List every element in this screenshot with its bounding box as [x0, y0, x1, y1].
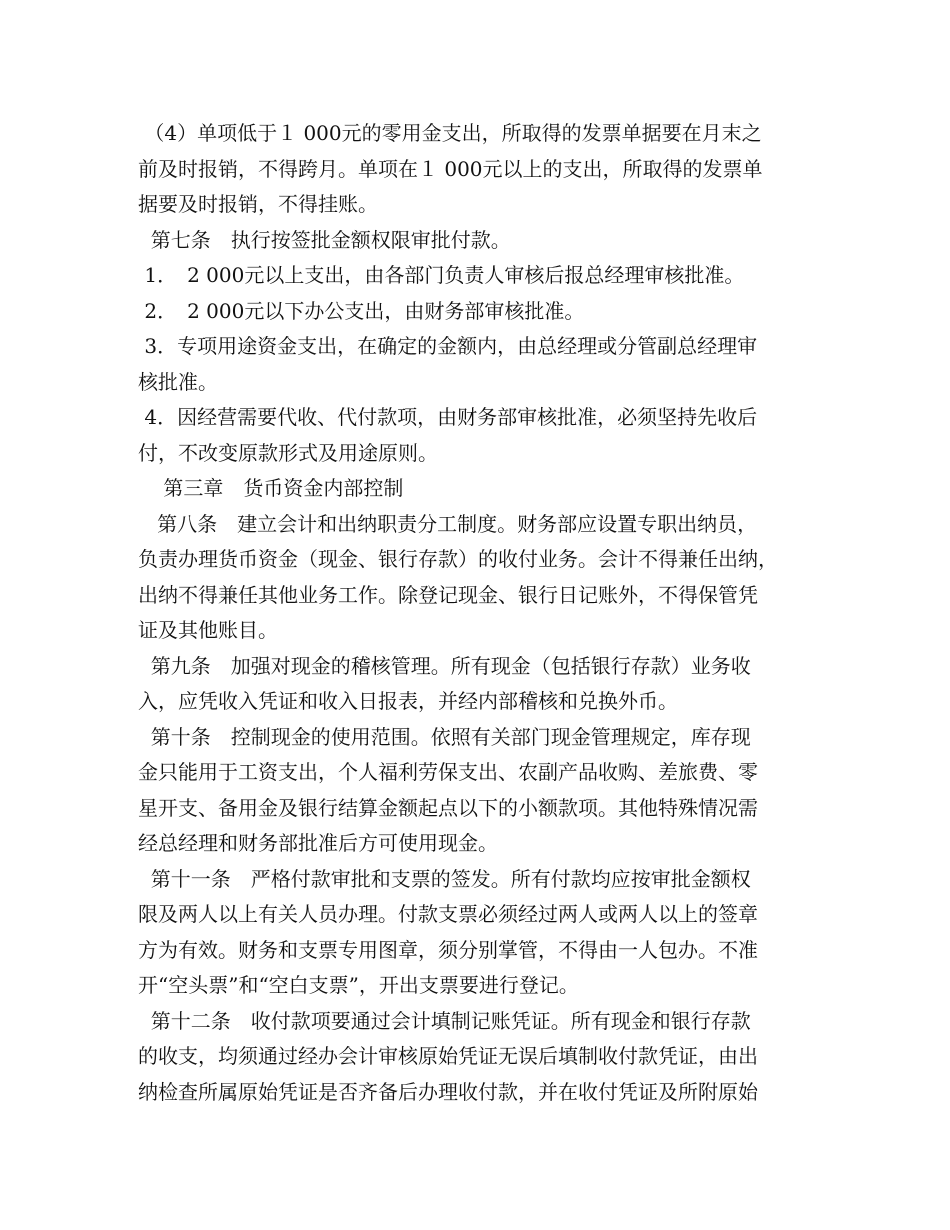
body-line: 限及两人以上有关人员办理。付款支票必须经过两人或两人以上的签章	[138, 902, 758, 926]
body-line: 星开支、备用金及银行结算金额起点以下的小额款项。其他特殊情况需	[138, 795, 758, 820]
body-line: 前及时报销，不得跨月。单项在１ 000元以上的支出，所取得的发票单	[138, 156, 763, 181]
article-7-heading: 第七条 执行按签批金额权限审批付款。	[138, 227, 511, 252]
body-line: 核批准。	[138, 369, 218, 394]
body-line: 开“空头票”和“空白支票”，开出支票要进行登记。	[138, 973, 579, 997]
chapter-3-heading: 第三章 货币资金内部控制	[138, 476, 404, 500]
body-line: （4）单项低于１ 000元的零用金支出，所取得的发票单据要在月末之	[138, 121, 762, 145]
body-line: 1． 2 000元以上支出，由各部门负责人审核后报总经理审核批准。	[138, 263, 745, 287]
body-line: 经总经理和财务部批准后方可使用现金。	[138, 831, 498, 855]
body-line: 3．专项用途资金支出，在确定的金额内，由总经理或分管副总经理审	[138, 334, 758, 358]
body-line: 据要及时报销，不得挂账。	[138, 192, 378, 216]
body-line: 付，不改变原款形式及用途原则。	[138, 440, 438, 465]
body-line: 方为有效。财务和支票专用图章，须分别掌管，不得由一人包办。不准	[138, 937, 758, 962]
body-line: 证及其他账目。	[138, 618, 278, 642]
body-line: 4．因经营需要代收、代付款项，由财务部审核批准，必须坚持先收后	[138, 405, 758, 429]
body-line: 入，应凭收入凭证和收入日报表，并经内部稽核和兑换外币。	[138, 689, 678, 713]
body-line: 负责办理货币资金（现金、银行存款）的收付业务。会计不得兼任出纳，	[138, 547, 778, 571]
body-line: 出纳不得兼任其他业务工作。除登记现金、银行日记账外，不得保管凭	[138, 582, 758, 607]
body-line: 的收支，均须通过经办会计审核原始凭证无误后填制收付款凭证，由出	[138, 1044, 758, 1068]
article-11-line: 第十一条 严格付款审批和支票的签发。所有付款均应按审批金额权	[138, 866, 751, 891]
article-8-line: 第八条 建立会计和出纳职责分工制度。财务部应设置专职出纳员，	[138, 511, 758, 536]
body-line: 纳检查所属原始凭证是否齐备后办理收付款，并在收付凭证及所附原始	[138, 1079, 758, 1104]
article-9-line: 第九条 加强对现金的稽核管理。所有现金（包括银行存款）业务收	[138, 653, 751, 678]
document-body	[138, 116, 828, 1110]
body-line: 2． 2 000元以下办公支出，由财务部审核批准。	[138, 298, 585, 323]
body-line: 金只能用于工资支出，个人福利劳保支出、农副产品收购、差旅费、零	[138, 760, 758, 784]
article-10-line: 第十条 控制现金的使用范围。依照有关部门现金管理规定，库存现	[138, 724, 751, 749]
article-12-line: 第十二条 收付款项要通过会计填制记账凭证。所有现金和银行存款	[138, 1008, 751, 1033]
